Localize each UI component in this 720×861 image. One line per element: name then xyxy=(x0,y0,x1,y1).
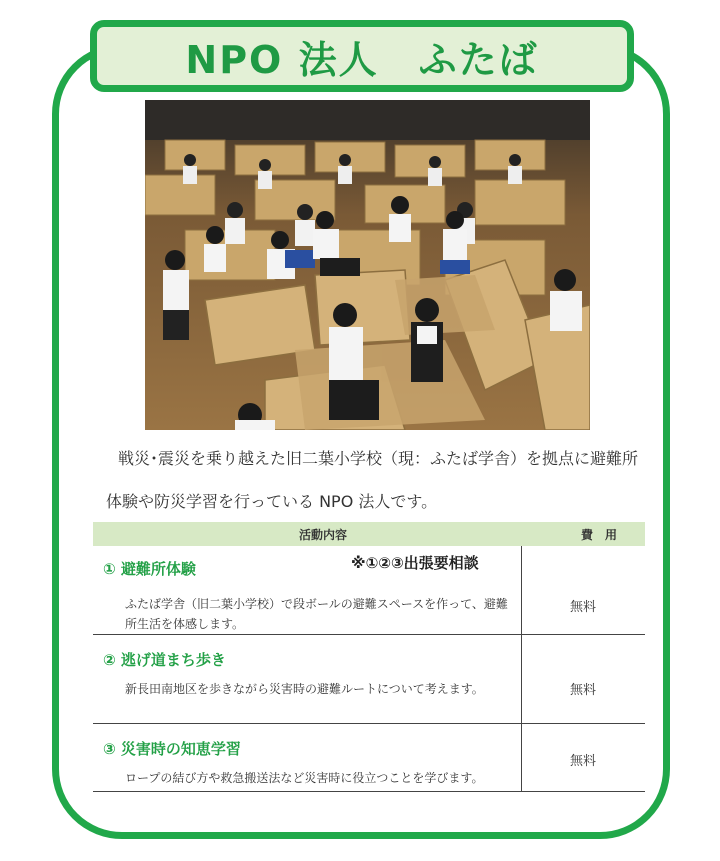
header-activity: 活動内容 xyxy=(298,527,347,542)
row-cost: 無料 xyxy=(569,600,596,615)
table-row xyxy=(93,635,645,724)
intro-line-1: 戦災･震災を乗り越えた旧二葉小学校（現：ふたば学舎）を拠点に避難所 xyxy=(118,449,639,468)
row-title: ② 逃げ道まち歩き xyxy=(103,651,226,669)
row-cost: 無料 xyxy=(569,683,596,698)
column-divider xyxy=(521,546,522,634)
table-row xyxy=(93,546,645,635)
table-row xyxy=(93,724,645,792)
row-text: 新長田南地区を歩きながら災害時の避難ルートについて考えます。 xyxy=(125,682,484,696)
row-title: ① 避難所体験 xyxy=(103,560,196,578)
evacuation-drill-photo xyxy=(145,100,590,430)
intro-line-2: 体験や防災学習を行っている NPO 法人です。 xyxy=(106,492,438,511)
row-title: ③ 災害時の知恵学習 xyxy=(103,740,241,758)
dispatch-note: ※①②③出張要相談 xyxy=(351,554,479,572)
table-header xyxy=(93,522,645,546)
row-cost: 無料 xyxy=(569,754,596,769)
page-title: NPO 法人 ふたば xyxy=(185,37,539,82)
photo-illustration xyxy=(145,100,590,430)
activity-table xyxy=(93,522,645,792)
title-banner xyxy=(90,20,634,92)
row-text: ふたば学舎（旧二葉小学校）で段ボールの避難スペースを作って、避難所生活を体感します。 xyxy=(125,597,508,631)
header-cost: 費 用 xyxy=(580,527,617,542)
row-text: ロープの結び方や救急搬送法など災害時に役立つことを学びます。 xyxy=(125,771,484,785)
